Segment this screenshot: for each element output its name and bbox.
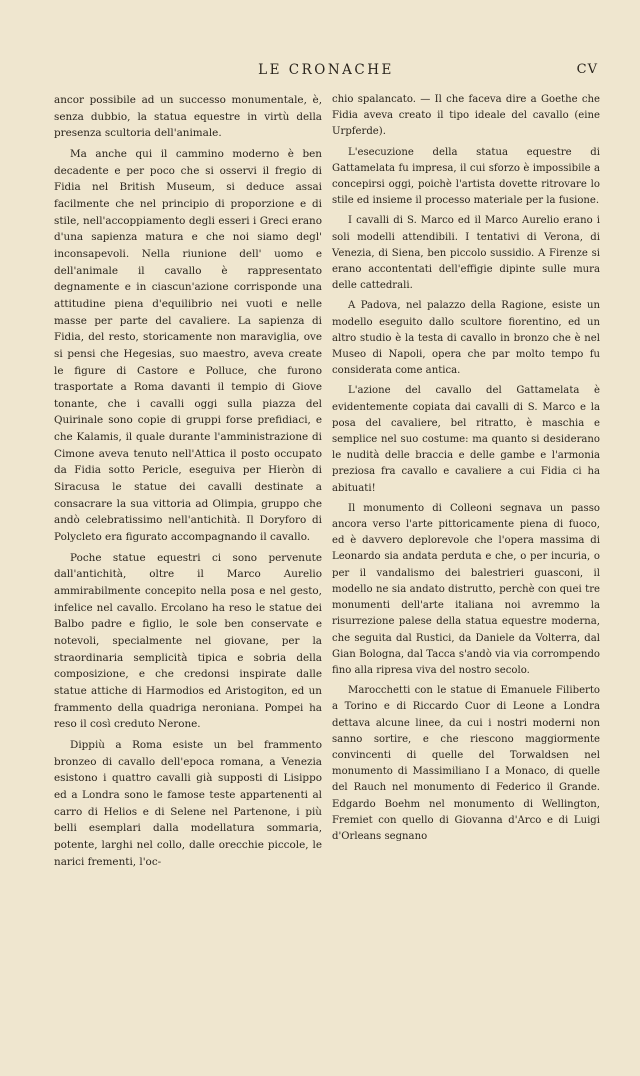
paragraph: I cavalli di S. Marco ed il Marco Aurelio erano i soli modelli attendibili. I tentativi di Verona, di Venezia, di Siena, ben piccolo sussidio. A Firenze si erano accontentati dell'effigie dipinte sulle mura delle cattedrali. [332, 215, 600, 292]
paragraph: Ma anche qui il cammino moderno è ben decadente e per poco che si osservi il fregio di Fidia nel British Museum, si deduce assai facilmente che nel principio di proporzione e di stile, nell'accoppiamento degli esseri i Greci erano d'una sapienza matura e che noi siamo degl' inconsapevoli. Nella riunione dell' uomo e dell'animale il cavallo è rappresentato degnamente e in ciascun'azione corrisponde una attitudine piena d'equilibrio nei vuoti e nelle masse per parte del cavaliere. La sapienza di Fidia, del resto, storicamente non maraviglia, ove si pensi che Hegesias, suo maestro, aveva create le figure di Castore e Polluce, che furono trasportate a Roma davanti il tempio di Giove tonante, che i cavalli oggi sulla piazza del Quirinale sono copie di gruppi forse prefidiaci, e che Kalamis, il quale durante l'amministrazione di Cimone aveva tenuto nell'Attica il posto occupato da Fidia sotto Pericle, eseguiva per Hieròn di Siracusa le statue dei cavalli destinate a consacrare la sua vittoria ad Olimpia, gruppo che andò celebratissimo nell'antichità. Il Doryforo di Polycleto era figurato accompagnando il cavallo. [54, 147, 322, 544]
paragraph: Dippiù a Roma esiste un bel frammento bronzeo di cavallo dell'epoca romana, a Venezia esistono i quattro cavalli già supposti di Lisippo ed a Londra sono le famose teste appartenenti al carro di Helios e di Selene nel Partenone, i più belli esemplari dalla modellatura sommaria, potente, larghi nel collo, dalle orecchie piccole, le narici frementi, l'oc- [54, 738, 322, 868]
paragraph: chio spalancato. — Il che faceva dire a Goethe che Fidia aveva creato il tipo ideale del cavallo (eine Urpferde). [332, 94, 600, 138]
paragraph: ancor possibile ad un successo monumentale, è, senza dubbio, la statua equestre in virtù della presenza scultoria dell'animale. [54, 94, 322, 140]
paragraph: Il monumento di Colleoni segnava un passo ancora verso l'arte pittoricamente piena di fuoco, ed è davvero deplorevole che l'opera massima di Leonardo sia andata perduta e che, o per incuria, o per il vandalismo dei balestrieri guasconi, il modello ne sia andato distrutto, perchè con quei tre monumenti dell'arte italiana noi avremmo la risurrezione palese della statua equestre moderna, che seguita dal Rustici, da Daniele da Volterra, dal Gian Bologna, dal Tacca s'andò via via corrompendo fino alla ripresa viva del nostro secolo. [332, 502, 600, 676]
running-header [54, 62, 598, 84]
running-title: LE CRONACHE [258, 62, 394, 78]
right-text-column [332, 92, 600, 849]
left-text-column [54, 92, 322, 874]
paragraph: L'esecuzione della statua equestre di Gattamelata fu impresa, il cui sforzo è impossibile a concepirsi oggi, poichè l'artista dovette ritrovare lo stile ed insieme il processo materiale per la fusione. [332, 146, 600, 207]
paragraph: Marocchetti con le statue di Emanuele Filiberto a Torino e di Riccardo Cuor di Leone a Londra dettava alcune linee, da cui i nostri moderni non sanno sortire, e che riescono maggiormente convincenti di quelle del Torwaldsen nel monumento di Massimiliano I a Monaco, di quelle del Rauch nel monumento di Federico il Grande. Edgardo Boehm nel monumento di Wellington, Fremiet con quello di Giovanna d'Arco e di Luigi d'Orleans segnano [332, 685, 600, 842]
paragraph: L'azione del cavallo del Gattamelata è evidentemente copiata dai cavalli di S. Marco e la posa del cavaliere, bel ritratto, è maschia e semplice nel suo costume: ma quanto si desiderano le nudità delle braccia e delle gambe e l'armonia preziosa fra cavallo e cavaliere a cui Fidia ci ha abituati! [332, 385, 600, 494]
paragraph: Poche statue equestri ci sono pervenute dall'antichità, oltre il Marco Aurelio ammirabilmente concepito nella posa e nel gesto, infelice nel cavallo. Ercolano ha reso le statue dei Balbo padre e figlio, le sole ben conservate e notevoli, specialmente nel giovane, per la straordinaria semplicità tipica e sobria della composizione, e che credonsi inspirate dalle statue attiche di Harmodios ed Aristogiton, ed un frammento della quadriga neroniana. Pompei ha reso il così creduto Nerone. [54, 551, 322, 731]
paragraph: A Padova, nel palazzo della Ragione, esiste un modello eseguito dallo scultore fiorentino, ed un altro studio è la testa di cavallo in bronzo che è nel Museo di Napoli, opera che par molto tempo fu considerata come antica. [332, 300, 600, 377]
page-number: CV [576, 62, 598, 77]
